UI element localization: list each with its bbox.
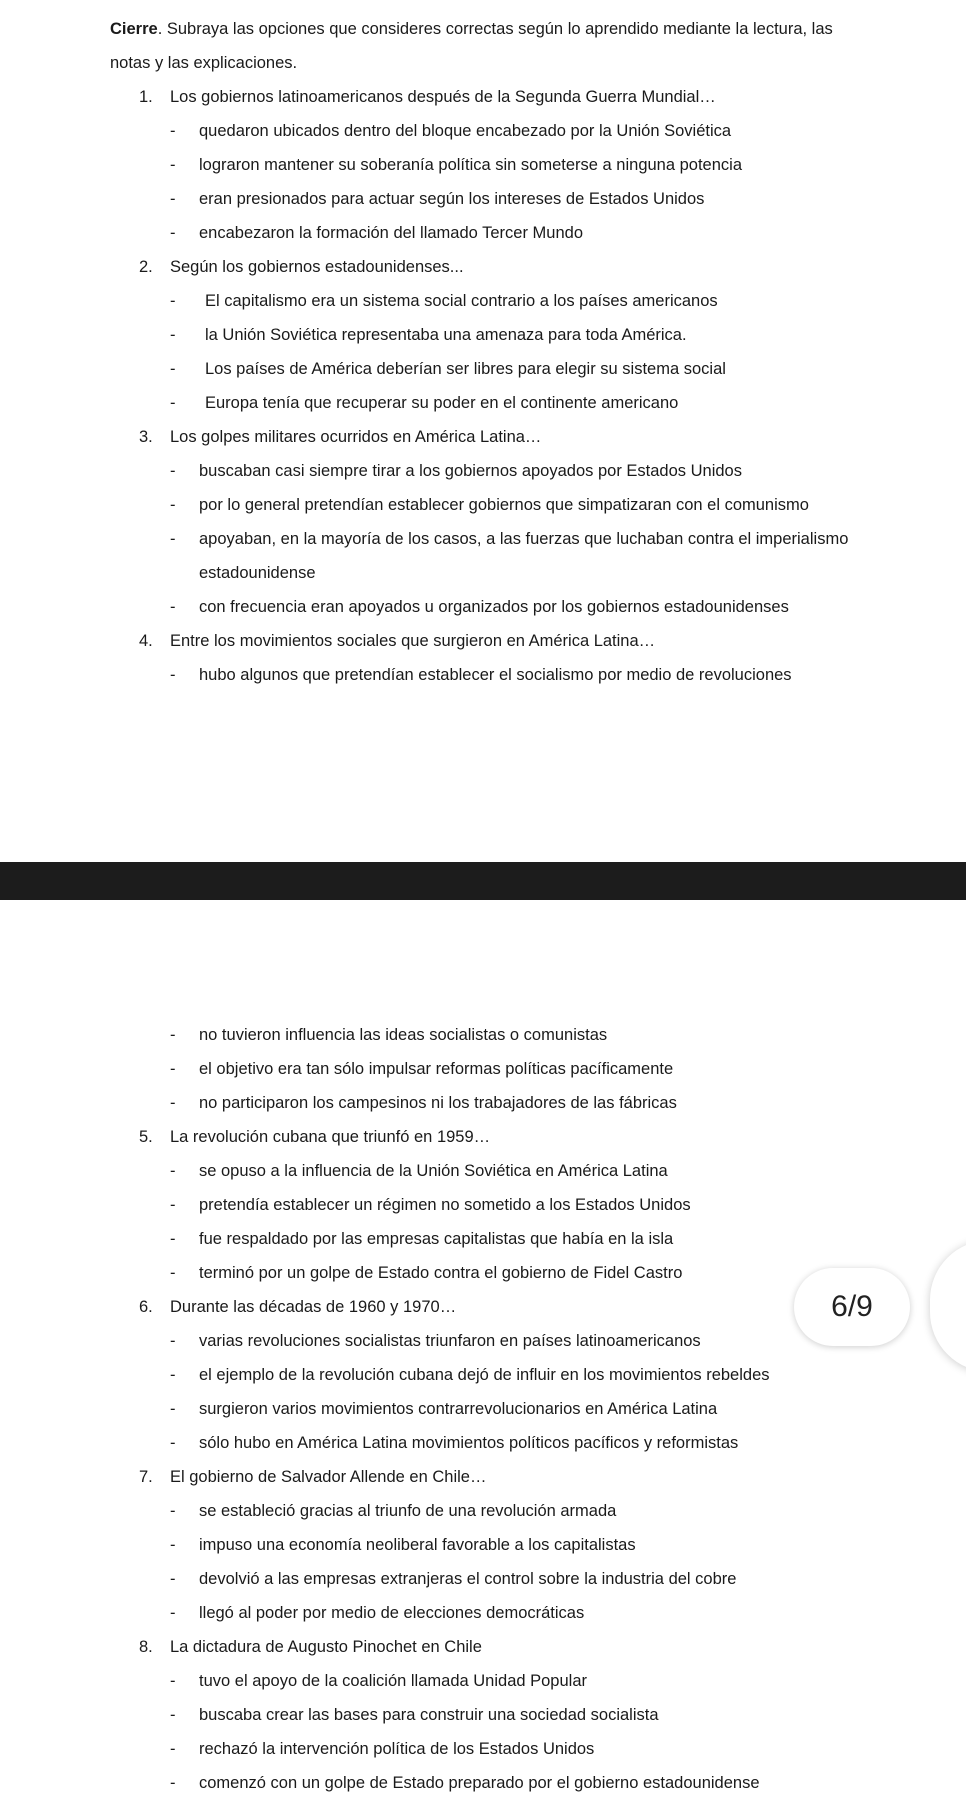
- option-text: sólo hubo en América Latina movimientos políticos pacíficos y reformistas: [199, 1434, 739, 1452]
- dash-bullet: -: [170, 1604, 176, 1622]
- question-number: 7.: [139, 1468, 153, 1486]
- dash-bullet: -: [170, 1536, 176, 1554]
- question-2-options: [0, 284, 966, 420]
- dash-bullet: -: [170, 1264, 176, 1282]
- option-text: buscaban casi siempre tirar a los gobiernos apoyados por Estados Unidos: [199, 462, 742, 480]
- option-7d[interactable]: [170, 1596, 860, 1630]
- option-2d[interactable]: [170, 386, 860, 420]
- dash-bullet: -: [170, 1400, 176, 1418]
- option-6d[interactable]: [170, 1426, 860, 1460]
- dash-bullet: -: [170, 530, 176, 548]
- question-number: 1.: [139, 88, 153, 106]
- page-content-bottom: [0, 1018, 966, 1800]
- option-text: pretendía establecer un régimen no sometido a los Estados Unidos: [199, 1196, 691, 1214]
- option-text: se opuso a la influencia de la Unión Soviética en América Latina: [199, 1162, 668, 1180]
- question-text: Entre los movimientos sociales que surgieron en América Latina…: [170, 632, 656, 650]
- option-text: apoyaban, en la mayoría de los casos, a las fuerzas que luchaban contra el imperialismo estadounidense: [199, 530, 849, 582]
- dash-bullet: -: [170, 1366, 176, 1384]
- instructions-text: . Subraya las opciones que consideres correctas según lo aprendido mediante la lectura, las notas y las explicaciones.: [110, 20, 833, 72]
- dash-bullet: -: [170, 1502, 176, 1520]
- question-7: [139, 1460, 966, 1494]
- dash-bullet: -: [170, 1672, 176, 1690]
- dash-bullet: -: [170, 326, 176, 344]
- question-3-options: [0, 454, 966, 624]
- option-text: por lo general pretendían establecer gobiernos que simpatizaran con el comunismo: [199, 496, 809, 514]
- option-text: hubo algunos que pretendían establecer el socialismo por medio de revoluciones: [199, 666, 792, 684]
- option-4c[interactable]: [170, 1052, 860, 1086]
- option-5d[interactable]: [170, 1256, 860, 1290]
- dash-bullet: -: [170, 1230, 176, 1248]
- option-6b[interactable]: [170, 1358, 860, 1392]
- question-2: [139, 250, 966, 284]
- option-text: eran presionados para actuar según los intereses de Estados Unidos: [199, 190, 705, 208]
- question-number: 2.: [139, 258, 153, 276]
- option-2b[interactable]: [170, 318, 860, 352]
- dash-bullet: -: [170, 1162, 176, 1180]
- option-text: rechazó la intervención política de los Estados Unidos: [199, 1740, 595, 1758]
- question-text: Los gobiernos latinoamericanos después de la Segunda Guerra Mundial…: [170, 88, 716, 106]
- option-6a[interactable]: [170, 1324, 860, 1358]
- dash-bullet: -: [170, 1332, 176, 1350]
- option-3c[interactable]: [170, 522, 860, 590]
- option-1a[interactable]: [170, 114, 860, 148]
- dash-bullet: -: [170, 1706, 176, 1724]
- option-5b[interactable]: [170, 1188, 860, 1222]
- dash-bullet: -: [170, 190, 176, 208]
- dash-bullet: -: [170, 1434, 176, 1452]
- option-text: el objetivo era tan sólo impulsar reformas políticas pacíficamente: [199, 1060, 674, 1078]
- question-1-options: [0, 114, 966, 250]
- option-8a[interactable]: [170, 1664, 860, 1698]
- dash-bullet: -: [170, 122, 176, 140]
- dash-bullet: -: [170, 1740, 176, 1758]
- option-text: no tuvieron influencia las ideas socialistas o comunistas: [199, 1026, 608, 1044]
- question-number: 3.: [139, 428, 153, 446]
- dash-bullet: -: [170, 156, 176, 174]
- option-text: quedaron ubicados dentro del bloque encabezado por la Unión Soviética: [199, 122, 732, 140]
- option-7a[interactable]: [170, 1494, 860, 1528]
- option-3a[interactable]: [170, 454, 860, 488]
- option-text: fue respaldado por las empresas capitalistas que había en la isla: [199, 1230, 674, 1248]
- option-3d[interactable]: [170, 590, 860, 624]
- question-4-options-part1: [0, 658, 966, 692]
- question-number: 6.: [139, 1298, 153, 1316]
- option-4b[interactable]: [170, 1018, 860, 1052]
- option-text: la Unión Soviética representaba una amenaza para toda América.: [205, 326, 687, 344]
- question-text: El gobierno de Salvador Allende en Chile…: [170, 1468, 487, 1486]
- question-number: 4.: [139, 632, 153, 650]
- dash-bullet: -: [170, 666, 176, 684]
- dash-bullet: -: [170, 1026, 176, 1044]
- dash-bullet: -: [170, 598, 176, 616]
- option-text: buscaba crear las bases para construir una sociedad socialista: [199, 1706, 659, 1724]
- option-text: no participaron los campesinos ni los trabajadores de las fábricas: [199, 1094, 677, 1112]
- option-text: Los países de América deberían ser libres para elegir su sistema social: [205, 360, 726, 378]
- question-5: [139, 1120, 966, 1154]
- dash-bullet: -: [170, 224, 176, 242]
- question-3: [139, 420, 966, 454]
- option-1b[interactable]: [170, 148, 860, 182]
- option-1c[interactable]: [170, 182, 860, 216]
- option-1d[interactable]: [170, 216, 860, 250]
- question-text: La dictadura de Augusto Pinochet en Chile: [170, 1638, 482, 1656]
- option-text: llegó al poder por medio de elecciones democráticas: [199, 1604, 585, 1622]
- option-text: impuso una economía neoliberal favorable a los capitalistas: [199, 1536, 636, 1554]
- option-7b[interactable]: [170, 1528, 860, 1562]
- question-text: Según los gobiernos estadounidenses...: [170, 258, 464, 276]
- question-text: Durante las décadas de 1960 y 1970…: [170, 1298, 457, 1316]
- dash-bullet: -: [170, 360, 176, 378]
- dash-bullet: -: [170, 1060, 176, 1078]
- question-number: 5.: [139, 1128, 153, 1146]
- option-text: el ejemplo de la revolución cubana dejó de influir en los movimientos rebeldes: [199, 1366, 770, 1384]
- question-1: [139, 80, 966, 114]
- question-text: Los golpes militares ocurridos en América Latina…: [170, 428, 542, 446]
- option-text: surgieron varios movimientos contrarrevolucionarios en América Latina: [199, 1400, 718, 1418]
- document-page-top: [0, 0, 966, 862]
- document-page-bottom: [0, 900, 966, 1807]
- instructions: [110, 12, 860, 80]
- dash-bullet: -: [170, 1774, 176, 1792]
- option-5a[interactable]: [170, 1154, 860, 1188]
- dash-bullet: -: [170, 394, 176, 412]
- option-text: Europa tenía que recuperar su poder en el continente americano: [205, 394, 679, 412]
- option-8b[interactable]: [170, 1698, 860, 1732]
- option-text: terminó por un golpe de Estado contra el gobierno de Fidel Castro: [199, 1264, 683, 1282]
- option-4d[interactable]: [170, 1086, 860, 1120]
- option-text: El capitalismo era un sistema social contrario a los países americanos: [205, 292, 718, 310]
- option-text: encabezaron la formación del llamado Tercer Mundo: [199, 224, 583, 242]
- option-3b[interactable]: [170, 488, 860, 522]
- page-indicator-text: 6/9: [831, 1290, 873, 1323]
- dash-bullet: -: [170, 462, 176, 480]
- option-2c[interactable]: [170, 352, 860, 386]
- option-text: se estableció gracias al triunfo de una revolución armada: [199, 1502, 617, 1520]
- option-text: tuvo el apoyo de la coalición llamada Unidad Popular: [199, 1672, 587, 1690]
- question-8: [139, 1630, 966, 1664]
- dash-bullet: -: [170, 1570, 176, 1588]
- dash-bullet: -: [170, 1094, 176, 1112]
- option-2a[interactable]: [170, 284, 860, 318]
- question-4: [139, 624, 966, 658]
- option-text: lograron mantener su soberanía política sin someterse a ninguna potencia: [199, 156, 743, 174]
- dash-bullet: -: [170, 496, 176, 514]
- option-7c[interactable]: [170, 1562, 860, 1596]
- option-5c[interactable]: [170, 1222, 860, 1256]
- option-8c[interactable]: [170, 1732, 860, 1766]
- question-text: La revolución cubana que triunfó en 1959…: [170, 1128, 491, 1146]
- option-text: comenzó con un golpe de Estado preparado por el gobierno estadounidense: [199, 1774, 760, 1792]
- question-7-options: [0, 1494, 966, 1630]
- option-6c[interactable]: [170, 1392, 860, 1426]
- question-4-options-part2: [0, 1018, 966, 1120]
- option-8d[interactable]: [170, 1766, 860, 1800]
- dash-bullet: -: [170, 1196, 176, 1214]
- option-text: varias revoluciones socialistas triunfaron en países latinoamericanos: [199, 1332, 701, 1350]
- instructions-title: Cierre: [110, 20, 158, 38]
- option-text: con frecuencia eran apoyados u organizados por los gobiernos estadounidenses: [199, 598, 789, 616]
- option-4a[interactable]: [170, 658, 860, 692]
- page-indicator-badge: [794, 1268, 910, 1346]
- page-content-top: [0, 12, 966, 692]
- page-divider: [0, 862, 966, 900]
- option-text: devolvió a las empresas extranjeras el control sobre la industria del cobre: [199, 1570, 737, 1588]
- question-8-options: [0, 1664, 966, 1800]
- dash-bullet: -: [170, 292, 176, 310]
- question-number: 8.: [139, 1638, 153, 1656]
